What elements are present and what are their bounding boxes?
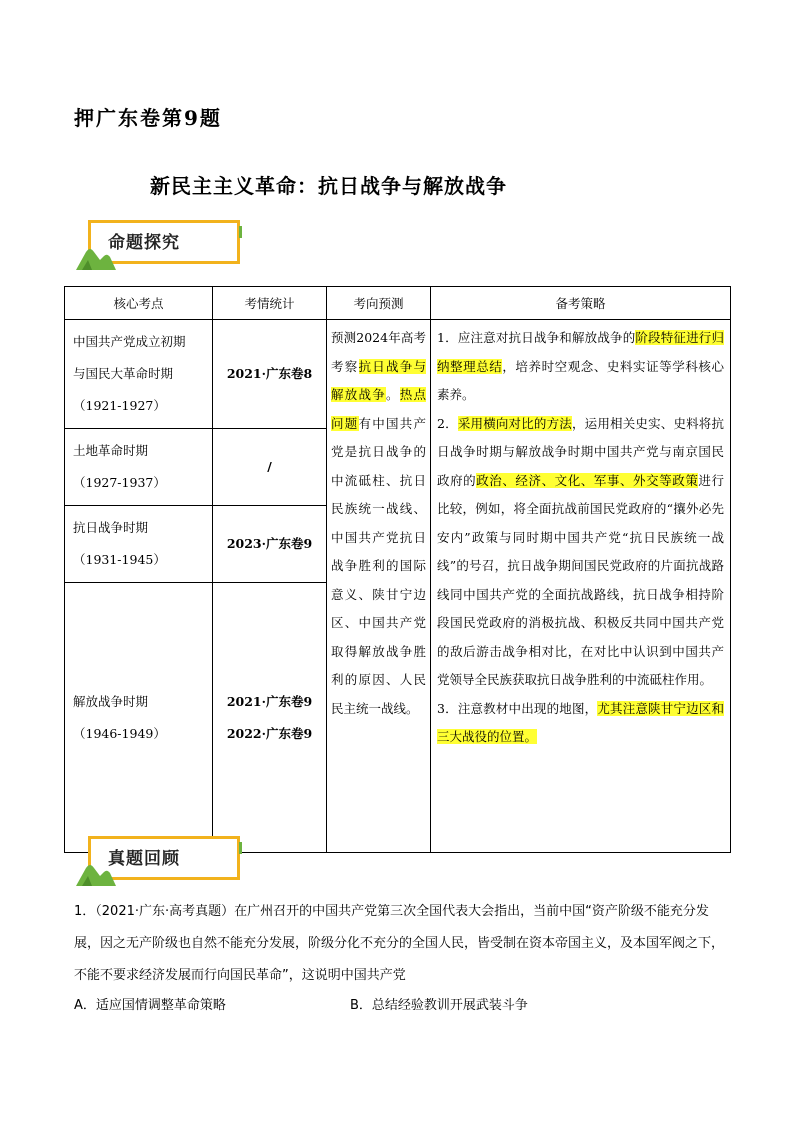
- stat-cell: 2021·广东卷8: [213, 320, 327, 429]
- strategy-text: ，运用相关史实、史料将抗日战争时期与解放战争时期中国共产党与南京国民政府的: [437, 415, 724, 488]
- topic-years: （1927-1937）: [73, 475, 166, 490]
- strategy-highlight: 阶段特征进行归纳整理总结: [437, 330, 724, 374]
- strategy-text: 3．注意教材中出现的地图，: [437, 700, 598, 716]
- prediction-highlight: 抗日战争与解放战争: [331, 358, 426, 402]
- page-subtitle: 新民主主义革命：抗日战争与解放战争: [150, 174, 507, 198]
- prediction-text: 预测2024年高考考察: [331, 330, 426, 374]
- topic-text: 中国共产党成立初期: [73, 334, 186, 349]
- table-header-row: [65, 287, 731, 320]
- topic-years: （1946-1949）: [73, 725, 166, 741]
- prediction-text: 。: [385, 387, 400, 402]
- strategy-item-2: [437, 410, 724, 695]
- question-stem: 1．（2021·广东·高考真题）在广州召开的中国共产党第三次全国代表大会指出，当前中国“资产阶级不能充分发展，因之无产阶级也自然不能充分发展，阶级分化不充分的全国人民，皆受制在资本帝国主义，及本国军阀之下，不能不要求经济发展而行向国民革命”，这说明中国共产党: [74, 904, 725, 983]
- section-banner-review: [76, 834, 246, 886]
- strategy-highlight: 尤其注意陕甘宁边区和三大战役的位置。: [437, 700, 724, 744]
- prediction-cell: [327, 320, 431, 853]
- prediction-highlight: 热点问题: [331, 387, 426, 431]
- topic-text: 与国民大革命时期: [73, 366, 174, 381]
- stat-cell: 2023·广东卷9: [213, 506, 327, 583]
- strategy-text: ，培养时空观念、史料实证等学科核心素养。: [437, 358, 724, 402]
- stat-cell: /: [213, 429, 327, 506]
- strategy-text: 1．应注意对抗日战争和解放战争的: [437, 330, 636, 345]
- hill-icon: [76, 240, 116, 270]
- topic-text: 解放战争时期: [73, 693, 149, 709]
- strategy-highlight: 采用横向对比的方法: [457, 415, 572, 431]
- strategy-item-3: [437, 695, 724, 752]
- header-strategy: 备考策略: [431, 287, 731, 320]
- strategy-item-1: [437, 324, 724, 410]
- hill-icon: [76, 856, 116, 886]
- strategy-cell: [431, 320, 731, 853]
- section-banner-explore: [76, 218, 246, 270]
- prediction-text: 有中国共产党是抗日战争的中流砥柱、抗日民族统一战线、中国共产党抗日战争胜利的国际意义、陕甘宁边区、中国共产党取得解放战争胜利的原因、人民民主统一战线。: [331, 415, 426, 716]
- header-core-topic: 核心考点: [65, 287, 213, 320]
- option-b: B．总结经验教训开展武装斗争: [350, 998, 528, 1013]
- topic-cell: [65, 583, 213, 853]
- topic-cell: [65, 506, 213, 583]
- stat-cell: [213, 583, 327, 853]
- strategy-text: 2．: [437, 415, 458, 431]
- strategy-highlight: 政治、经济、文化、军事、外交等政策: [476, 472, 699, 488]
- banner-tick-icon: [239, 226, 242, 238]
- topic-cell: [65, 429, 213, 506]
- strategy-text: 进行比较，例如，将全面抗战前国民党政府的“攘外必先安内”政策与同时期中国共产党“抗日民族统一战线”的号召，抗日战争期间国民党政府的片面抗战路线同中国共产党的全面抗战路线，抗日战争相持阶段国民党政府的消极抗战、积极反共同中国共产党的敌后游击战争相对比，在对比中认识到中国共产党领导全民族获取抗日战争胜利的中流砥柱作用。: [437, 472, 724, 687]
- stat-text: 2021·广东卷9: [226, 693, 313, 709]
- banner-label: 命题探究: [108, 233, 180, 253]
- topic-text: 抗日战争时期: [73, 520, 149, 535]
- header-prediction: 考向预测: [327, 287, 431, 320]
- header-exam-stats: 考情统计: [213, 287, 327, 320]
- topic-years: （1921-1927）: [73, 398, 166, 413]
- banner-label: 真题回顾: [108, 849, 180, 869]
- topic-text: 土地革命时期: [73, 443, 149, 458]
- topic-cell: [65, 320, 213, 429]
- exam-analysis-table: [64, 286, 731, 853]
- banner-tick-icon: [239, 842, 242, 854]
- stat-text: 2022·广东卷9: [226, 725, 313, 741]
- page-title: 押广东卷第9题: [74, 106, 222, 130]
- option-a: A．适应国情调整革命策略: [74, 998, 226, 1013]
- table-row: [65, 320, 731, 429]
- topic-years: （1931-1945）: [73, 552, 166, 567]
